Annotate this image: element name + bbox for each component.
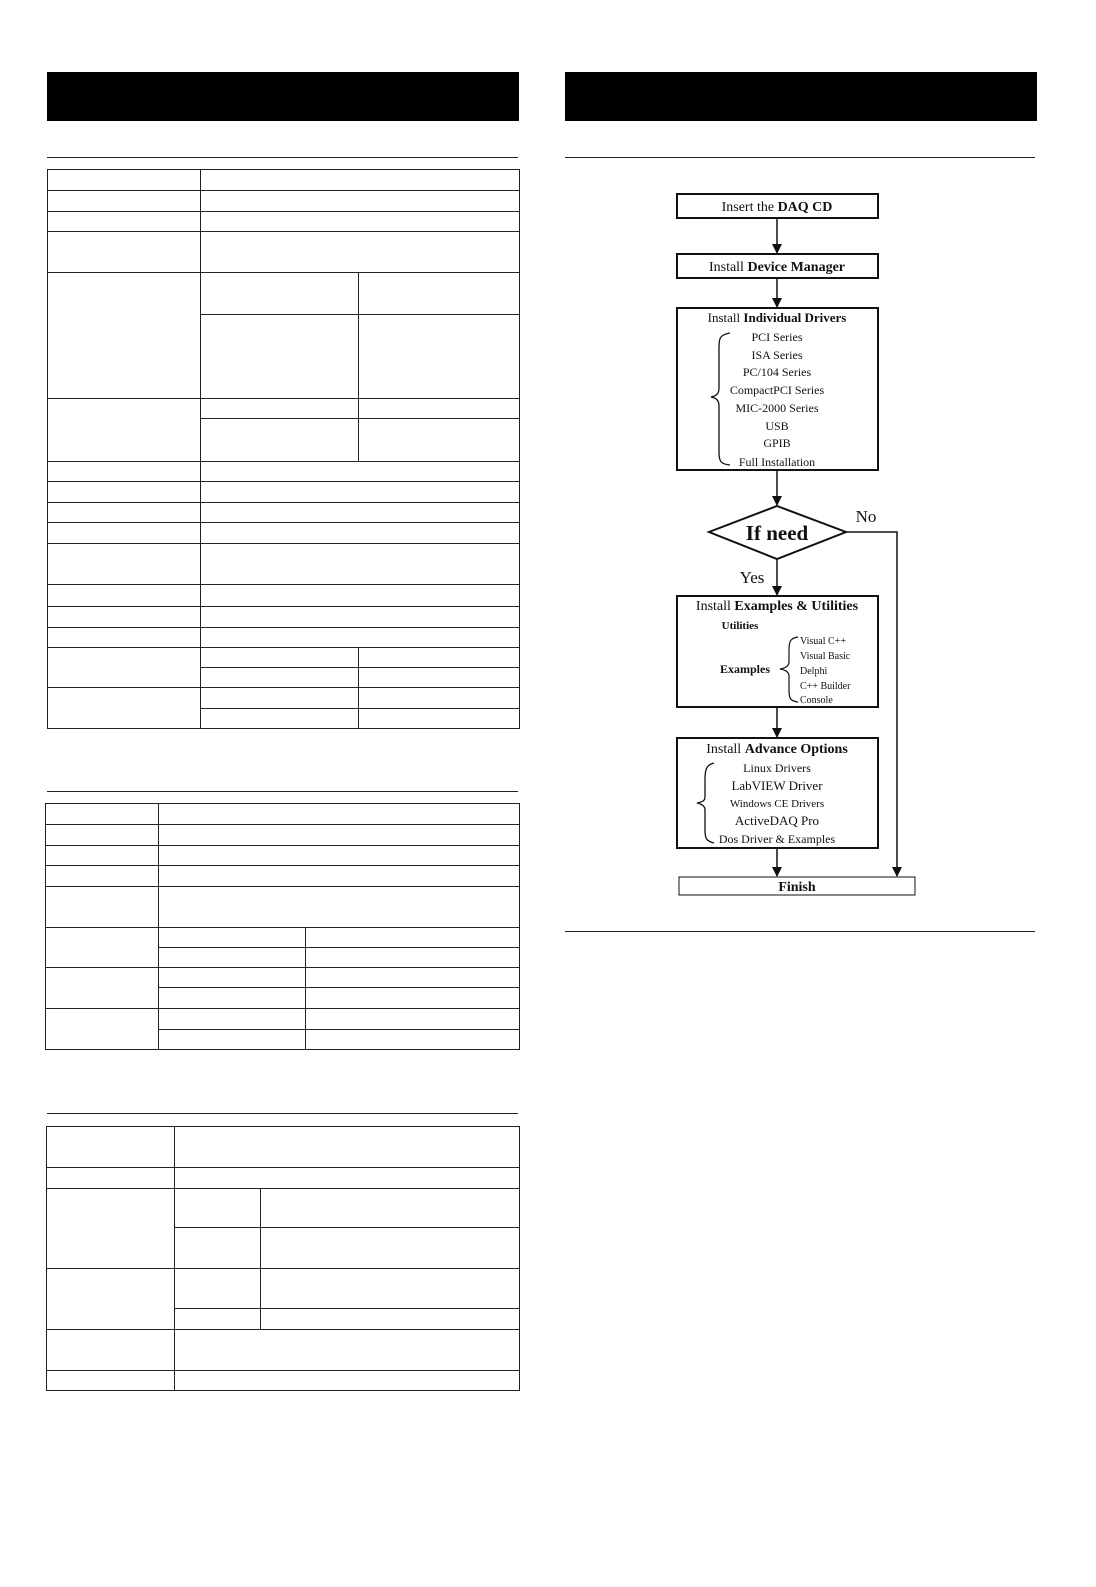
examples-title: Install Examples & Utilities (695, 599, 859, 614)
drivers-title: Install Individual Drivers (707, 310, 847, 325)
example-item-vb: Visual Basic (800, 651, 851, 662)
driver-item-pci: PCI Series (751, 330, 803, 344)
driver-item-usb: USB (765, 419, 789, 433)
example-item-vcpp: Visual C++ (800, 636, 846, 647)
finish-label: Finish (778, 880, 816, 895)
decision-label: If need (745, 521, 809, 545)
advance-item-dos: Dos Driver & Examples (718, 832, 836, 846)
driver-item-isa: ISA Series (751, 348, 803, 362)
driver-item-pc104: PC/104 Series (742, 365, 812, 379)
decision-no-label: No (855, 507, 877, 526)
driver-item-mic2000: MIC-2000 Series (735, 401, 819, 415)
advance-item-linux: Linux Drivers (743, 761, 811, 775)
advance-item-wince: Windows CE Drivers (729, 798, 825, 810)
insert-cd-label: Insert the DAQ CD (721, 200, 833, 215)
example-item-console: Console (800, 695, 833, 706)
utilities-label: Utilities (721, 620, 759, 632)
device-manager-label: Install Device Manager (708, 260, 846, 275)
example-item-cppbuilder: C++ Builder (800, 681, 851, 692)
driver-item-gpib: GPIB (763, 436, 791, 450)
decision-yes-label: Yes (739, 568, 765, 587)
advance-item-labview: LabVIEW Driver (731, 778, 823, 793)
examples-sublabel: Examples (719, 662, 771, 676)
driver-item-full: Full Installation (738, 455, 816, 469)
advance-item-activedaq: ActiveDAQ Pro (734, 813, 820, 828)
advance-title: Install Advance Options (706, 742, 848, 757)
driver-item-compactpci: CompactPCI Series (729, 383, 825, 397)
example-item-delphi: Delphi (800, 666, 828, 677)
